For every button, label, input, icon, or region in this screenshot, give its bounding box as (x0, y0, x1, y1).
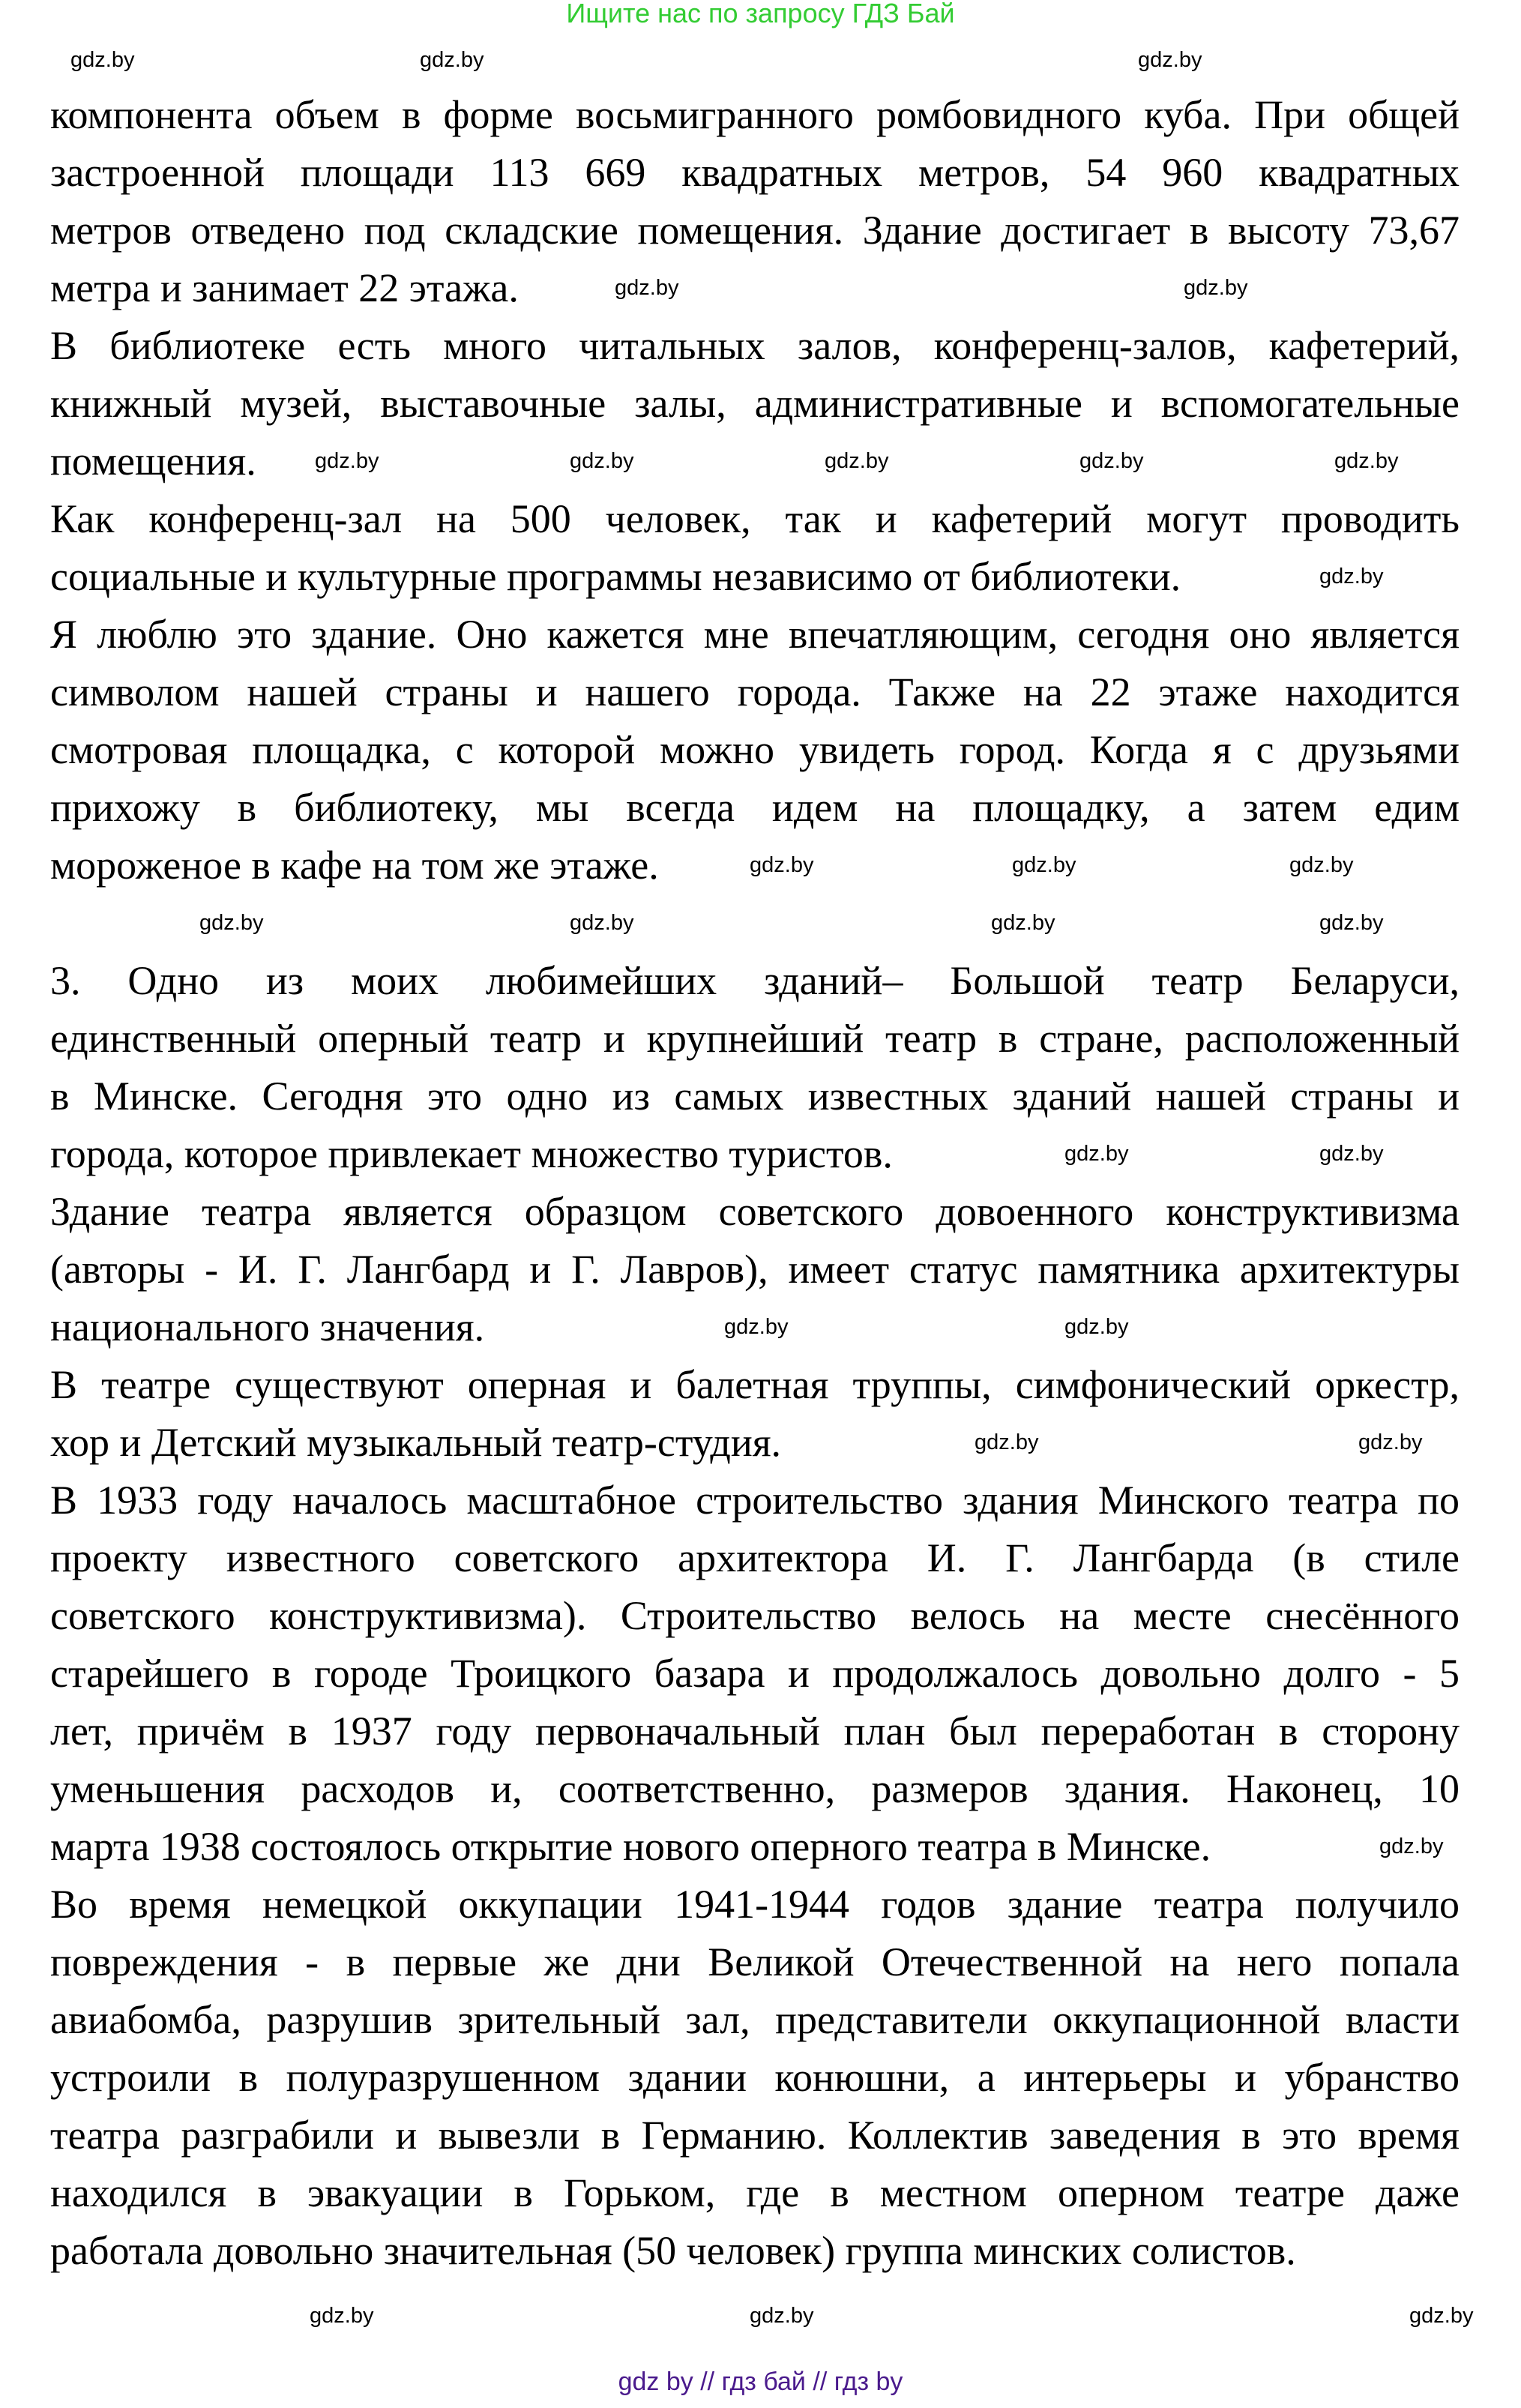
watermark-text: gdz.by (1358, 1430, 1423, 1454)
watermark-text: gdz.by (1334, 449, 1399, 473)
text-line: символом нашей страны и нашего города. Также на 22 этаже находится (50, 669, 1460, 714)
text-line: застроенной площади 113 669 квадратных метров, 54 960 квадратных (50, 150, 1460, 195)
watermark-text: gdz.by (1064, 1315, 1129, 1339)
watermark-text: gdz.by (1319, 911, 1384, 935)
text-line: находился в эвакуации в Горьком, где в местном оперном театре даже (50, 2170, 1460, 2215)
footer-links (0, 2368, 1521, 2397)
text-line: театра разграбили и вывезли в Германию. Коллектив заведения в это время (50, 2113, 1460, 2158)
text-line: советского конструктивизма). Строительство велось на месте снесённого (50, 1593, 1460, 1638)
watermark-text: gdz.by (825, 449, 889, 473)
text-line: книжный музей, выставочные залы, административные и вспомогательные (50, 381, 1460, 426)
watermark-text: gdz.by (1319, 565, 1384, 589)
watermark-text: gdz.by (750, 853, 814, 877)
watermark-text: gdz.by (724, 1315, 789, 1339)
footer-separator: // (813, 2368, 828, 2396)
text-line: В театре существуют оперная и балетная труппы, симфонический оркестр, (50, 1362, 1460, 1407)
watermark-text: gdz.by (1319, 1142, 1384, 1166)
text-line: смотровая площадка, с которой можно увидеть город. Когда я с друзьями (50, 727, 1460, 772)
text-line: мороженое в кафе на том же этаже. (50, 843, 659, 888)
document-body (50, 86, 1460, 2280)
watermark-text: gdz.by (615, 276, 679, 300)
watermark-text: gdz.by (1012, 853, 1076, 877)
footer-link-gdz-bai[interactable]: гдз бай (721, 2368, 806, 2396)
watermark-text: gdz.by (420, 48, 484, 72)
watermark-text: gdz.by (570, 449, 634, 473)
text-line: города, которое привлекает множество туристов. (50, 1131, 893, 1176)
watermark-text: gdz.by (310, 2304, 374, 2328)
text-line: Во время немецкой оккупации 1941-1944 годов здание театра получило (50, 1882, 1460, 1927)
watermark-text: gdz.by (570, 911, 634, 935)
search-hint-banner: Ищите нас по запросу ГДЗ Бай (566, 0, 955, 28)
text-line: метров отведено под складские помещения. Здание достигает в высоту 73,67 (50, 208, 1460, 253)
text-line: уменьшения расходов и, соответственно, размеров здания. Наконец, 10 (50, 1766, 1460, 1811)
watermark-text: gdz.by (750, 2304, 814, 2328)
text-line: В библиотеке есть много читальных залов, конференц-залов, кафетерий, (50, 323, 1460, 368)
watermark-text: gdz.by (70, 48, 135, 72)
footer-link-gdz-by[interactable]: gdz by (618, 2368, 693, 2396)
text-line: в Минске. Сегодня это одно из самых известных зданий нашей страны и (50, 1074, 1460, 1119)
text-line: компонента объем в форме восьмигранного ромбовидного куба. При общей (50, 92, 1460, 137)
text-line: (авторы - И. Г. Лангбард и Г. Лавров), имеет статус памятника архитектуры (50, 1247, 1460, 1292)
text-line: повреждения - в первые же дни Великой Отечественной на него попала (50, 1939, 1460, 1984)
watermark-text: gdz.by (1184, 276, 1248, 300)
watermark-text: gdz.by (1079, 449, 1144, 473)
watermark-text: gdz.by (975, 1430, 1039, 1454)
text-line: устроили в полуразрушенном здании конюшни, а интерьеры и убранство (50, 2055, 1460, 2100)
footer-link-gdz-by-2[interactable]: гдз by (834, 2368, 903, 2396)
text-line: старейшего в городе Троицкого базара и продолжалось довольно долго - 5 (50, 1651, 1460, 1696)
text-line: прихожу в библиотеку, мы всегда идем на площадку, а затем едим (50, 785, 1460, 830)
text-line: социальные и культурные программы независимо от библиотеки. (50, 554, 1181, 599)
text-line: метра и занимает 22 этажа. (50, 265, 519, 310)
watermark-text: gdz.by (1409, 2304, 1474, 2328)
text-line: марта 1938 состоялось открытие нового оперного театра в Минске. (50, 1824, 1211, 1869)
text-line: Как конференц-зал на 500 человек, так и кафетерий могут проводить (50, 496, 1460, 541)
watermark-text: gdz.by (1289, 853, 1354, 877)
text-line: авиабомба, разрушив зрительный зал, представители оккупационной власти (50, 1997, 1460, 2042)
watermark-text: gdz.by (199, 911, 264, 935)
text-line: проекту известного советского архитектора И. Г. Лангбарда (в стиле (50, 1535, 1460, 1580)
text-line: хор и Детский музыкальный театр-студия. (50, 1420, 782, 1465)
text-line: Здание театра является образцом советского довоенного конструктивизма (50, 1189, 1460, 1234)
watermark-text: gdz.by (1138, 48, 1202, 72)
watermark-text: gdz.by (1064, 1142, 1129, 1166)
watermark-text: gdz.by (991, 911, 1055, 935)
text-line: лет, причём в 1937 году первоначальный план был переработан в сторону (50, 1709, 1460, 1754)
text-line: единственный оперный театр и крупнейший театр в стране, расположенный (50, 1016, 1460, 1061)
text-line: национального значения. (50, 1304, 485, 1349)
text-line: работала довольно значительная (50 человек) группа минских солистов. (50, 2228, 1296, 2273)
text-line: В 1933 году началось масштабное строительство здания Минского театра по (50, 1478, 1460, 1523)
watermark-text: gdz.by (1379, 1834, 1444, 1858)
watermark-text: gdz.by (315, 449, 379, 473)
text-line: помещения. (50, 439, 256, 484)
text-line: 3. Одно из моих любимейших зданий– Большой театр Беларуси, (50, 958, 1460, 1003)
footer-separator: // (700, 2368, 715, 2396)
text-line: Я люблю это здание. Оно кажется мне впечатляющим, сегодня оно является (50, 612, 1460, 657)
